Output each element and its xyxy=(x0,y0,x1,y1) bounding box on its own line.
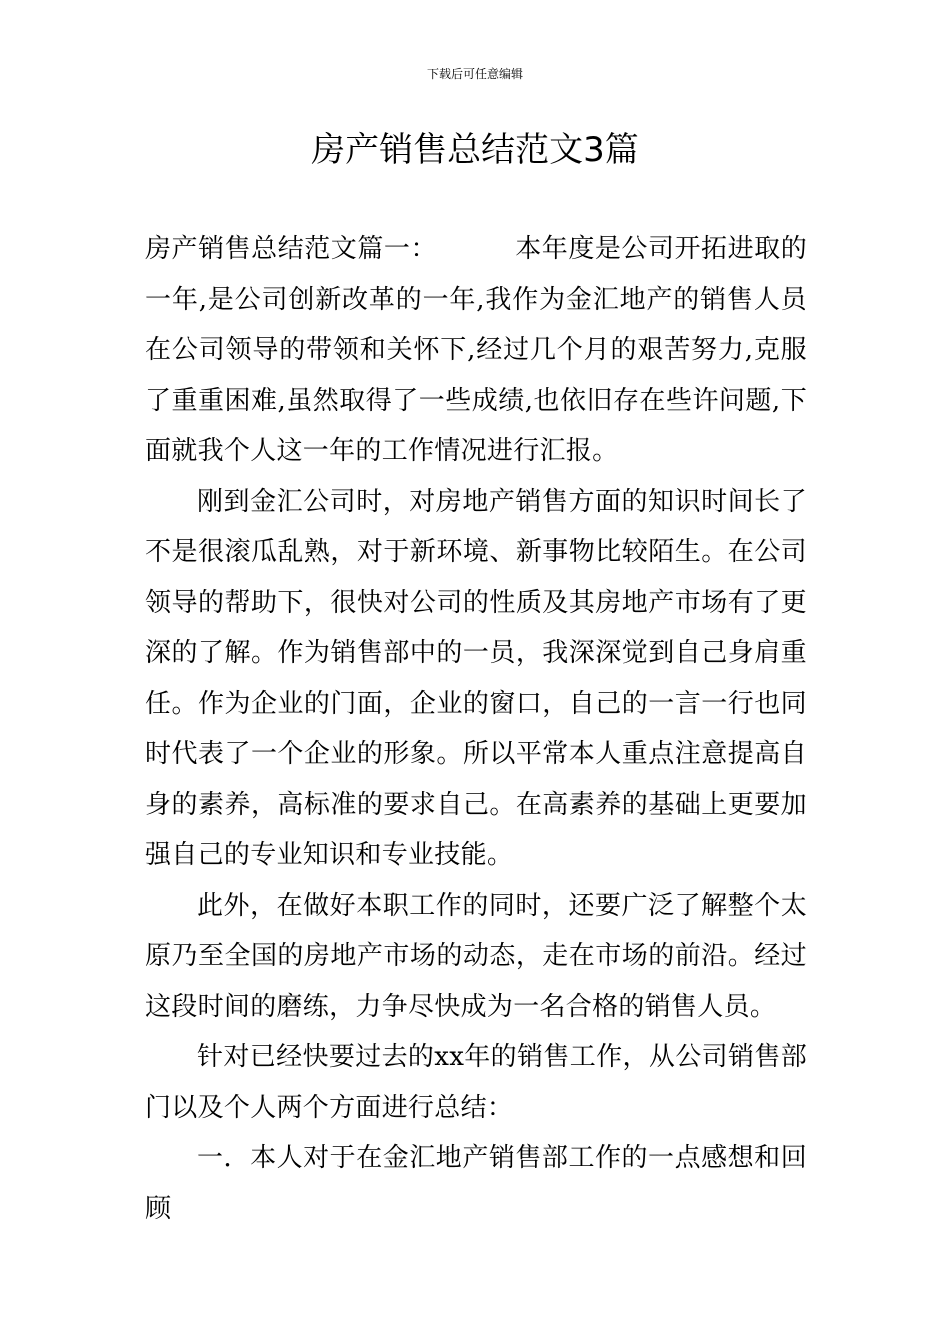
document-body xyxy=(145,224,807,1234)
header-note: 下载后可任意编辑 xyxy=(426,67,523,81)
paragraph-4: 针对已经快要过去的xx年的销售工作，从公司销售部门以及个人两个方面进行总结： xyxy=(145,1042,807,1123)
paragraph-1 xyxy=(145,224,807,477)
paragraph-2: 刚到金汇公司时，对房地产销售方面的知识时间长了不是很滚瓜乱熟，对于新环境、新事物比较陌生。在公司领导的帮助下，很快对公司的性质及其房地产市场有了更深的了解。作为销售部中的一员，我深深觉到自己身肩重任。作为企业的门面，企业的窗口，自己的一言一行也同时代表了一个企业的形象。所以平常本人重点注意提高自身的素养，高标准的要求自己。在高素养的基础上更要加强自己的专业知识和专业技能。 xyxy=(145,486,807,870)
document-title: 房产销售总结范文3篇 xyxy=(311,130,639,170)
paragraph-3: 此外，在做好本职工作的同时，还要广泛了解整个太原乃至全国的房地产市场的动态，走在市场的前沿。经过这段时间的磨练，力争尽快成为一名合格的销售人员。 xyxy=(145,890,807,1022)
section-heading-1: 一．本人对于在金汇地产销售部工作的一点感想和回顾 xyxy=(145,1143,807,1224)
paragraph-1-lead: 房产销售总结范文篇一： xyxy=(145,234,437,264)
paragraph-1-text: 本年度是公司开拓进取的一年,是公司创新改革的一年,我作为金汇地产的销售人员在公司领导的带领和关怀下,经过几个月的艰苦努力,克服了重重困难,虽然取得了一些成绩,也依旧存在些许问题,下面就我个人这一年的工作情况进行汇报。 xyxy=(145,234,807,466)
